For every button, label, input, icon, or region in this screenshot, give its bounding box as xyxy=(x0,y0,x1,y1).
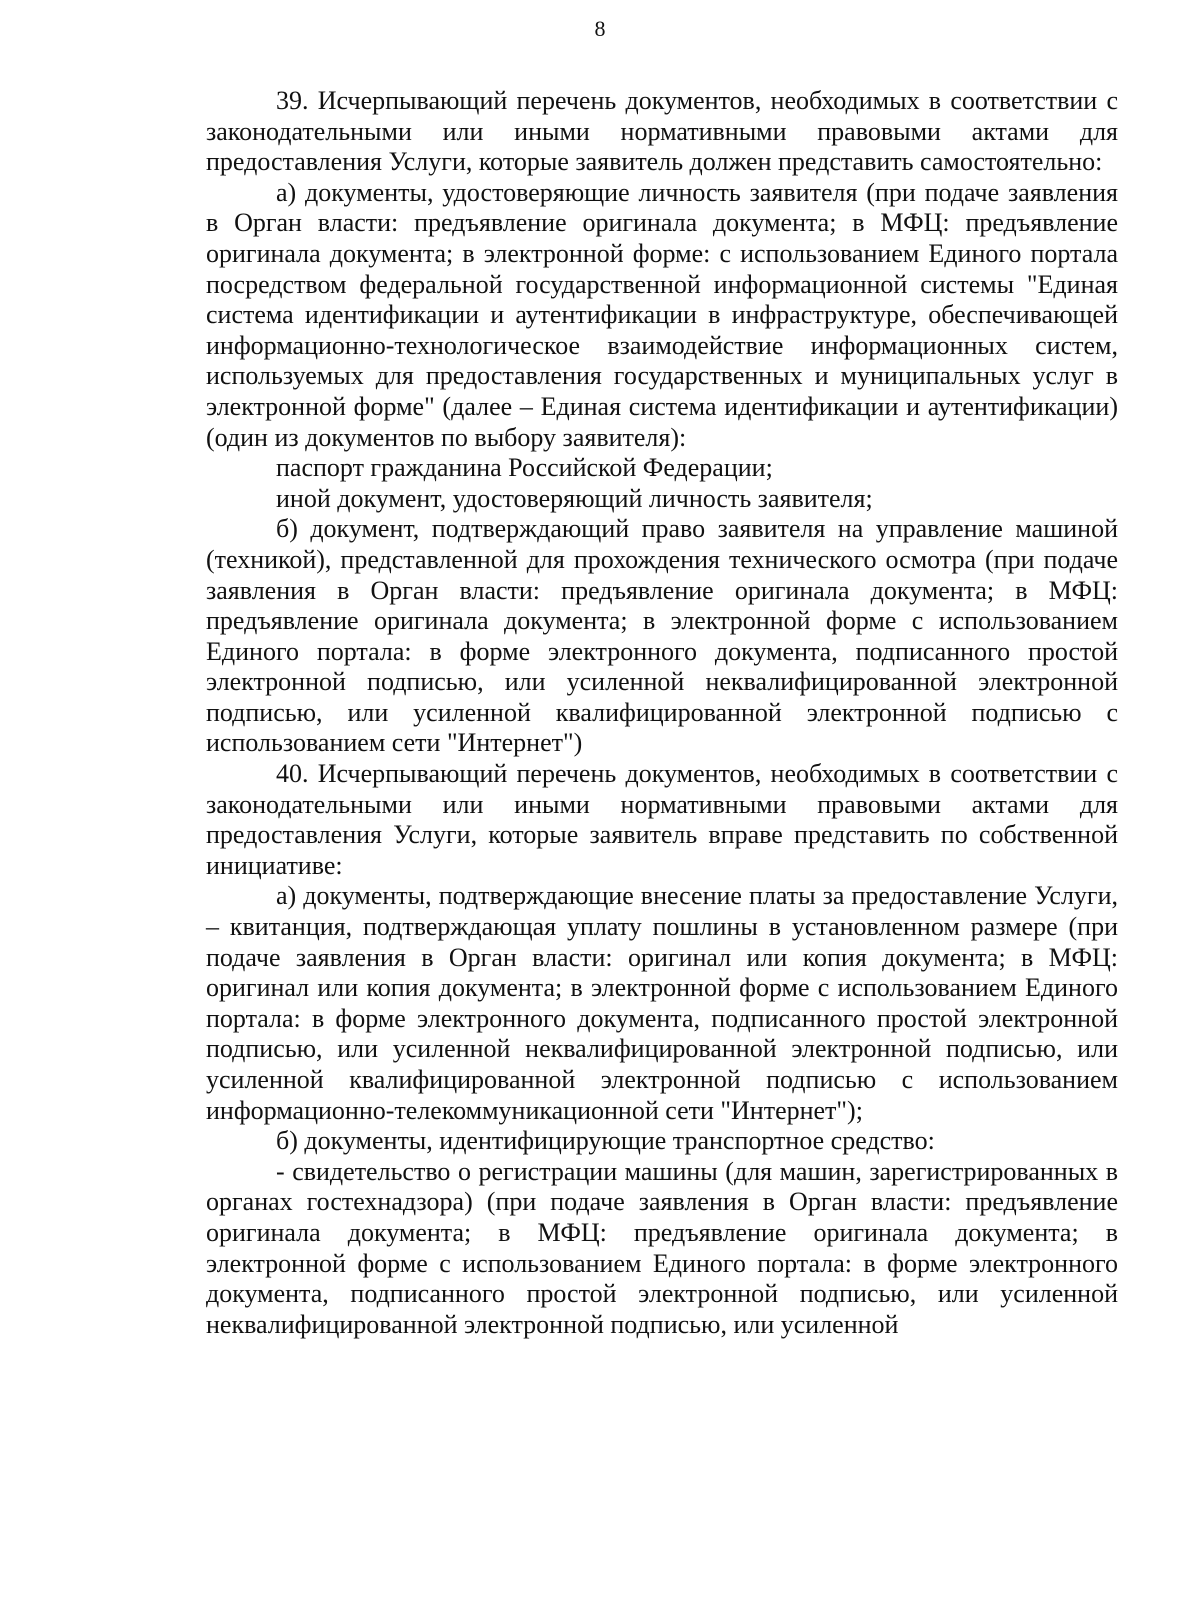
paragraph-39-b: б) документ, подтверждающий право заявителя на управление машиной (техникой), представленной для прохождения технического осмотра (при подаче заявления в Орган власти: предъявление оригинала документа; в МФЦ: предъявление оригинала документа; в электронной форме с использованием Единого портала: в форме электронного документа, подписанного простой электронной подписью, или усиленной неквалифицированной электронной подписью, или усиленной квалифицированной электронной подписью с использованием сети "Интернет") xyxy=(206,514,1118,758)
page-number: 8 xyxy=(594,16,606,41)
paragraph-40-a: а) документы, подтверждающие внесение платы за предоставление Услуги, – квитанция, подтверждающая уплату пошлины в установленном размере (при подаче заявления в Орган власти: оригинал или копия документа; в МФЦ: оригинал или копия документа; в электронной форме с использованием Единого портала: в форме электронного документа, подписанного простой электронной подписью, или усиленной неквалифицированной электронной подписью, или усиленной квалифицированной электронной подписью с использованием информационно-телекоммуникационной сети "Интернет"); xyxy=(206,881,1118,1125)
paragraph-39-heading: 39. Исчерпывающий перечень документов, необходимых в соответствии с законодательными или иными нормативными правовыми актами для предоставления Услуги, которые заявитель должен представить самостоятельно: xyxy=(206,86,1118,177)
paragraph-39-a: а) документы, удостоверяющие личность заявителя (при подаче заявления в Орган власти: предъявление оригинала документа; в МФЦ: предъявление оригинала документа; в электронной форме: с использованием Единого портала посредством федеральной государственной информационной системы "Единая система идентификации и аутентификации в инфраструктуре, обеспечивающей информационно-технологическое взаимодействие информационных систем, используемых для предоставления государственных и муниципальных услуг в электронной форме" (далее – Единая система идентификации и аутентификации) (один из документов по выбору заявителя): xyxy=(206,177,1118,452)
list-item-other-id: иной документ, удостоверяющий личность заявителя; xyxy=(276,483,873,513)
document-body xyxy=(206,86,1118,1340)
list-item-passport: паспорт гражданина Российской Федерации; xyxy=(276,453,773,483)
paragraph-40-b-item: - свидетельство о регистрации машины (для машин, зарегистрированных в органах гостехнадзора) (при подаче заявления в Орган власти: предъявление оригинала документа; в МФЦ: предъявление оригинала документа; в электронной форме с использованием Единого портала: в форме электронного документа, подписанного простой электронной подписью, или усиленной неквалифицированной электронной подписью, или усиленной xyxy=(206,1156,1118,1339)
paragraph-40-heading: 40. Исчерпывающий перечень документов, необходимых в соответствии с законодательными или иными нормативными правовыми актами для предоставления Услуги, которые заявитель вправе представить по собственной инициативе: xyxy=(206,759,1118,880)
paragraph-40-b: б) документы, идентифицирующие транспортное средство: xyxy=(276,1126,935,1156)
